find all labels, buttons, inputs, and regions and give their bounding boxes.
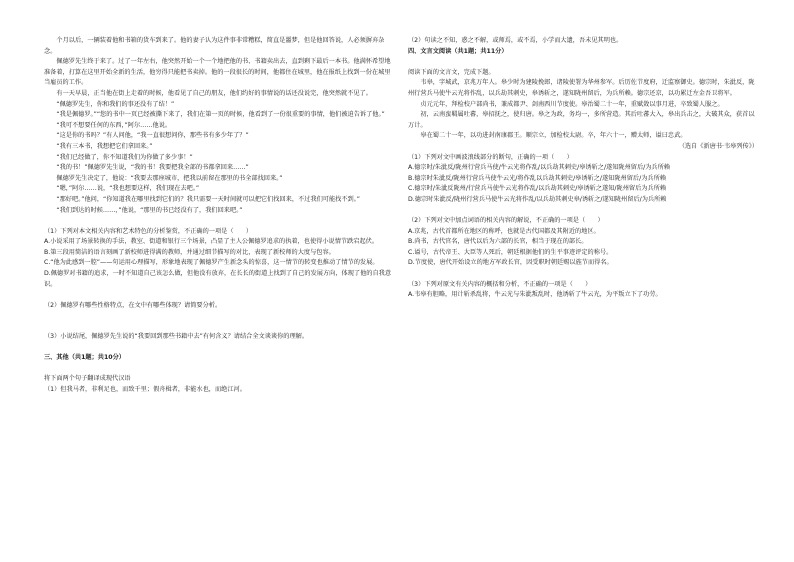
passage-paragraph: 贞元元年，拜检校户部尚书，兼成都尹、剑南西川节度使。皋治蜀二十一年，重赋敛以事月进，卒致蜀人服之。 xyxy=(420,100,724,108)
option-a[interactable]: A.小说采用了场景转换的手法，教室、街道和银行三个场景，凸显了主人公佩德罗追求的执着，也使得小说情节跌宕起伏。 xyxy=(44,238,379,246)
story-paragraph: “我是佩德罗。”“您的书中一页已经被撕下来了，我们在第一页的时候，他看到了一份很重要的事情，他们被迫告诉了他。” xyxy=(56,111,385,119)
option-b[interactable]: B.第三段用简洁的语言刻画了新校师进得满的教师，并通过细节描写的对比，表现了新校师的大度与包容。 xyxy=(44,248,335,256)
question-stem: （2）下列对文中加点词语的相关内容的解说，不正确的一项是（ ） xyxy=(408,217,604,225)
story-paragraph: 佩德罗先生决定了，他说：“我要去那座城市，把我以前留在那里的书全部找回来。” xyxy=(56,174,283,182)
story-paragraph: “我们已经做了，你不知道我们为你做了多少事！” xyxy=(56,153,193,161)
story-paragraph: “我可不想要任何的东西，”阿尔……他说。 xyxy=(56,121,172,129)
passage-paragraph: 初，云南蛮羁属吐蕃，皋招抚之，使归唐。皋之为政，务均一，多所营造。其后吐蕃大入，皋出兵击之，大破其众，获首以万计。 xyxy=(408,111,755,129)
left-column xyxy=(44,36,394,542)
story-passage xyxy=(44,36,394,216)
story-paragraph: 个月以后，一辆装着他和书箱的货车到来了。他的妻子认为这件事非常糟糕，简直是噩梦，但是他回答说，人必须摒弃杂念。 xyxy=(44,37,385,55)
story-paragraph: “这是你的书吗？”有人问他，“我一直很想问你，那些书有多少年了？” xyxy=(56,132,249,140)
option-d[interactable]: D.德宗时朱泚反/陇州行营兵马使牛云光将作乱/以兵劫其刺史皋/诱斩之/遂知陇州留后/为兵所赖 xyxy=(408,195,667,203)
question-2: （2）佩德罗有哪些性格特点，在文中有哪些体现？请简要分析。 xyxy=(44,301,222,309)
right-column xyxy=(408,36,758,542)
option-b[interactable]: B.德宗时朱泚反/陇州行营兵马使牛云光/将作乱以兵劫其刺史/皋诱斩之/遂知陇州留后/为兵所赖 xyxy=(408,174,666,182)
classical-passage xyxy=(408,78,758,152)
story-paragraph: “我们到达的时候……，”他说，“那里的书已经没有了，我们回来吧。” xyxy=(56,206,243,214)
question-stem: （3）下列对原文有关内容的概括和分析，不正确的一项是（ ） xyxy=(408,280,592,288)
question-1 xyxy=(44,227,394,291)
story-paragraph: “我的书！”佩德罗先生说，“我的书！我要把我全部的书都拿回来……” xyxy=(56,164,249,172)
story-paragraph: “嗯，”阿尔……说，“我也想要这样，我们现在去吧。” xyxy=(56,185,200,193)
section-4-heading: 四、文言文阅读（共1题；共11分） xyxy=(408,47,508,55)
question-stem: （1）下列对本文相关内容和艺术特色的分析鉴赏，不正确的一项是（ ） xyxy=(44,227,253,235)
section-3-heading: 三、其他（共1题；共10分） xyxy=(44,354,125,362)
option-a[interactable]: A.京兆，古代首都所在地区的称呼，也就是古代国都及其附近的地区。 xyxy=(408,227,600,235)
translation-question-1: （1）但我马者，非利足也，而致千里；假舟楫者，非能水也，而绝江河。 xyxy=(44,386,246,393)
passage-paragraph: 皋在蜀二十一年，以功进封南康郡王。顺宗立，加检校太尉。卒，年六十一，赠太师，谥曰忠武。 xyxy=(420,132,687,140)
option-a[interactable]: A.韦皋有胆略，用计斩杀乱将，牛云光与朱泚叛乱时，他诱斩了牛云光，为平叛立下了功劳。 xyxy=(408,291,662,299)
translation-instruction: 将下面两个句子翻译成现代汉语 xyxy=(44,375,131,383)
option-d[interactable]: D.佩德罗对书籍的追求，一时不知道自己该怎么做，但他没有放弃，在长长的街道上找到了自己的发展方向，体现了他的自我意识。 xyxy=(44,270,392,288)
question-3: （3）小说结尾，佩德罗先生说的“我要回到那些书籍中去”有何含义？请结合全文谈谈你的理解。 xyxy=(44,333,309,341)
question-stem: （1）下列对文中画波浪线部分的断句，正确的一项（ ） xyxy=(408,153,573,161)
translation-question-2: （2）句读之不知，惑之不解，或师焉，或不焉，小学而大遗，吾未见其明也。 xyxy=(408,37,623,44)
option-c[interactable]: C.谥号，古代帝王、大臣等人死后，朝廷根据他们的生平事迹评定的称号。 xyxy=(408,248,613,256)
option-c[interactable]: C.“他为此感到一腔”——句运用心理描写，形象地表现了佩德罗产生新念头的惊喜，这一情节的转变也推动了情节的发展。 xyxy=(44,259,379,267)
option-a[interactable]: A.德宗时/朱泚反/陇州行营兵马使/牛云光将作乱/以兵劫其刺史/皋诱斩之/遂知陇州留后/为兵所赖 xyxy=(408,164,670,172)
question-4-2 xyxy=(408,216,758,269)
option-c[interactable]: C.德宗时/朱泚反陇州/行营兵马使牛云光将作乱/以兵劫其刺史/皋诱斩之遂知/陇州留后为兵所赖 xyxy=(408,185,667,193)
story-paragraph: “那好吧。”他问，“你知道我在哪里找到它们的？我只需要一天时间就可以把它们找回来，不过我们可能找不到。” xyxy=(56,195,361,203)
story-paragraph: “我有三本书，我想把它们拿回来。” xyxy=(56,142,153,150)
option-d[interactable]: D.节度使，唐代开始设立的地方军政长官，因受职时朝廷赐以旌节而得名。 xyxy=(408,259,613,267)
passage-source: （选自《新唐书·韦皋列传》） xyxy=(678,142,758,150)
question-4-1 xyxy=(408,153,758,206)
story-paragraph: 有一天早晨，正当他在街上走着的时候，他看见了自己的朋友，他们约好的事情说的话还没说完，他突然就不见了。 xyxy=(56,89,372,97)
question-4-3 xyxy=(408,280,758,301)
answer-space[interactable] xyxy=(44,311,394,321)
story-paragraph: 佩德罗先生终于来了。过了一年左右，他突然开始一个一个地把他的书、书籍卖出去，直到剩下最后一本书。他满怀希望地准备着，打算在这里开始全新的生活，他穷得只能把书卖掉。他的一段很长的时间，他都住在城里，他在报纸上找到一份在城里当雇员的工作。 xyxy=(44,58,391,87)
passage-paragraph: 韦皋，字城武，京兆万年人。皋少时为建陵挽郎，诸陵使署为华州参军。后历佐节度府，迁监察御史。德宗时，朱泚反，陇州行营兵马使牛云光将作乱，以兵劫其刺史，皋诱斩之，遂知陇州留后，为兵所赖。德宗还京，以功累迁左金吾卫将军。 xyxy=(408,79,755,97)
story-paragraph: “佩德罗先生，你和我们的事还没有了结！” xyxy=(56,100,175,108)
option-b[interactable]: B.尚书，古代官名，唐代以后为六部的长官，相当于现在的部长。 xyxy=(408,238,588,246)
reading-instruction: 阅读下面的文言文，完成下题。 xyxy=(408,68,495,76)
